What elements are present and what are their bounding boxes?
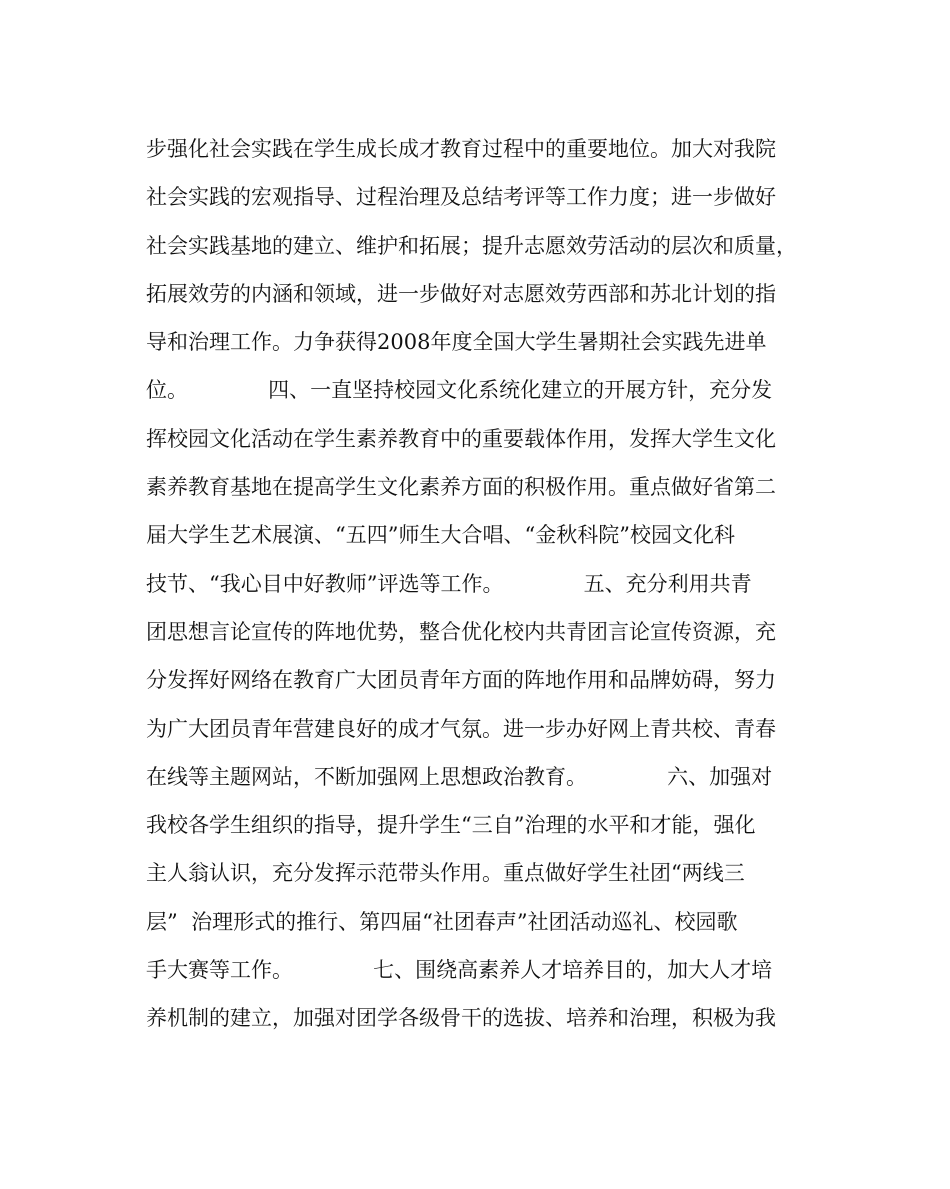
text-line: 社会实践基地的建立、维护和拓展；提升志愿效劳活动的层次和质量， [146, 233, 797, 258]
text-line: 手大赛等工作。 七、围绕高素养人才培养目的，加大人才培 [146, 958, 773, 983]
text-line: 养机制的建立，加强对团学各级骨干的选拔、培养和治理，积极为我 [146, 1006, 776, 1031]
text-line: 导和治理工作。力争获得2008年度全国大学生暑期社会实践先进单 [146, 330, 767, 355]
text-line: 团思想言论宣传的阵地优势，整合优化校内共青团言论宣传资源，充 [146, 619, 776, 644]
text-line: 分发挥好网络在教育广大团员青年方面的阵地作用和品牌妨碍，努力 [146, 668, 776, 693]
text-line: 技节、“我心目中好教师”评选等工作。 五、充分利用共青 [146, 571, 752, 596]
text-line: 为广大团员青年营建良好的成才气氛。进一步办好网上青共校、青春 [146, 716, 776, 741]
text-line: 拓展效劳的内涵和领域，进一步做好对志愿效劳西部和苏北计划的指 [146, 281, 776, 306]
text-line: 步强化社会实践在学生成长成才教育过程中的重要地位。加大对我院 [146, 137, 776, 161]
text-line: 届大学生艺术展演、“五四”师生大合唱、“金秋科院”校园文化科 [146, 523, 735, 548]
text-line: 我校各学生组织的指导，提升学生“三自”治理的水平和才能，强化 [146, 813, 756, 838]
text-line: 主人翁认识，充分发挥示范带头作用。重点做好学生社团“两线三 [146, 861, 745, 886]
text-line: 素养教育基地在提高学生文化素养方面的积极作用。重点做好省第二 [146, 475, 776, 500]
text-line: 社会实践的宏观指导、过程治理及总结考评等工作力度；进一步做好 [146, 185, 776, 210]
body-text [146, 125, 826, 1043]
text-line: 在线等主题网站，不断加强网上思想政治教育。 六、加强对 [146, 764, 773, 789]
text-line: 挥校园文化活动在学生素养教育中的重要载体作用，发挥大学生文化 [146, 426, 776, 451]
text-line: 层” 治理形式的推行、第四届“社团春声”社团活动巡礼、校园歌 [146, 909, 738, 934]
text-line: 位。 四、一直坚持校园文化系统化建立的开展方针，充分发 [146, 378, 773, 403]
